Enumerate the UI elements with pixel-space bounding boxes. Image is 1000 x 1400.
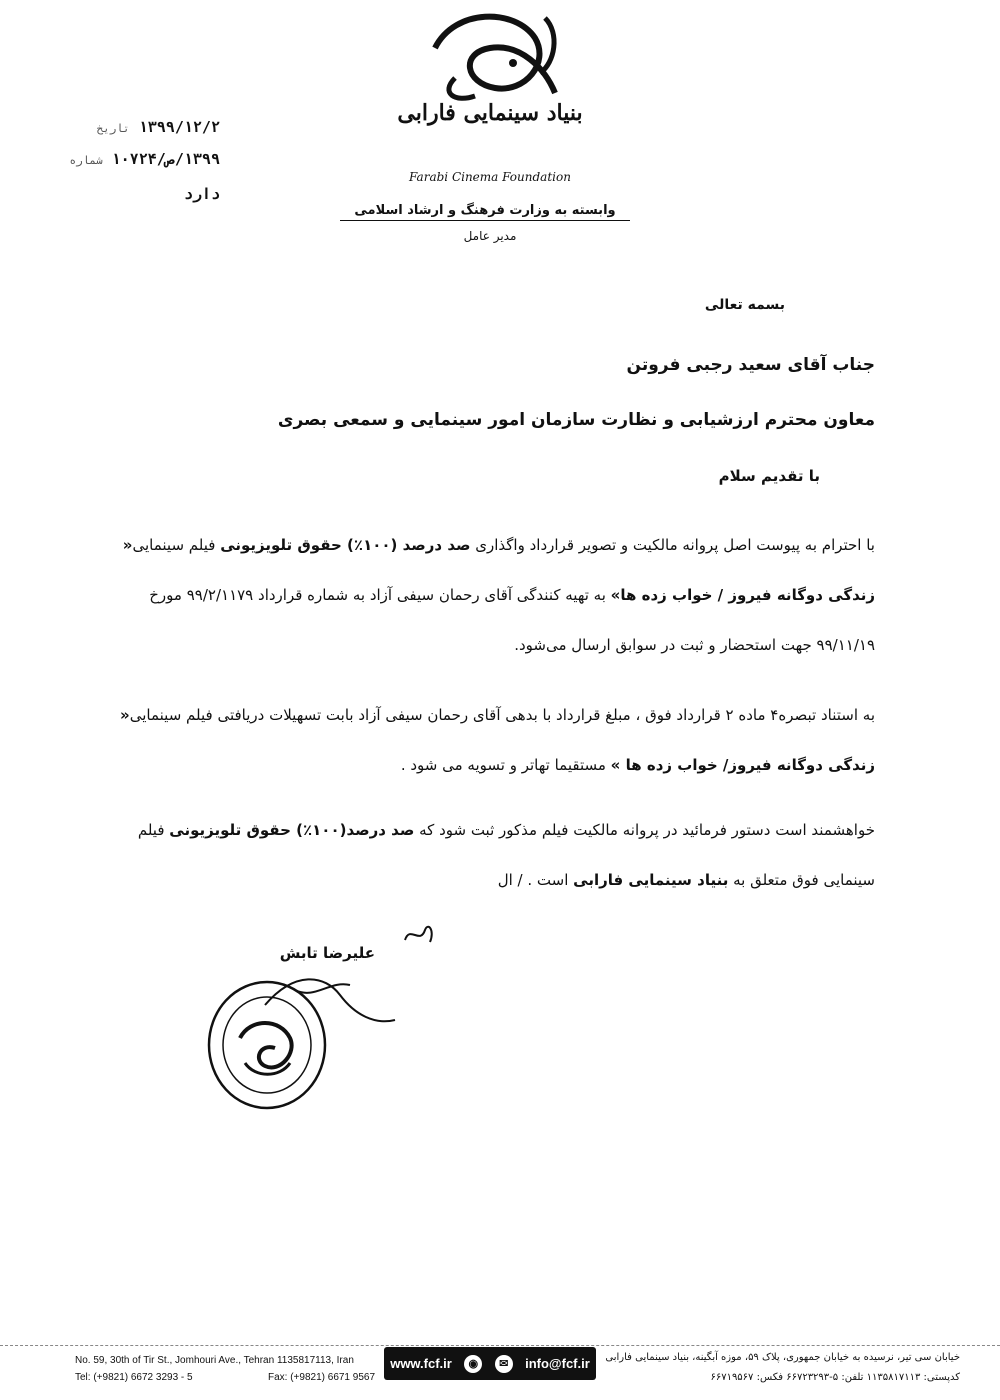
para1-bold-b: صد درصد (۱۰۰٪) حقوق تلویزیونی bbox=[220, 536, 471, 554]
para2-text-a: به استناد تبصره۴ ماده ۲ قرارداد فوق ، مبلغ قرارداد با بدهی آقای رحمان سیفی آزاد بابت تسهیلات دریافتی فیلم سینمایی bbox=[129, 706, 875, 724]
letter-besmeh: بسمه تعالی bbox=[704, 297, 785, 313]
footer-contact-fa: کدپستی: ۱۱۳۵۸۱۷۱۱۳ تلفن: ۵-۶۶۷۲۳۲۹۳ فکس: ۶۶۷۱۹۵۶۷ bbox=[710, 1372, 960, 1383]
footer-divider bbox=[0, 1345, 1000, 1346]
globe-icon: ◉ bbox=[464, 1355, 482, 1373]
initials-signature-icon bbox=[400, 920, 440, 950]
number-label: شماره bbox=[69, 154, 103, 167]
letter-paragraph-3 bbox=[115, 805, 875, 905]
mail-icon: ✉ bbox=[495, 1355, 513, 1373]
letter-paragraph-2 bbox=[115, 690, 875, 790]
para3-text-c: فیلم سینمایی فوق متعلق به bbox=[137, 821, 875, 889]
para1-text-e: به تهیه کنندگی آقای رحمان سیفی آزاد به شماره قرارداد ۹۹/۲/۱۱۷۹ مورخ ۹۹/۱۱/۱۹ جهت استحضار و ثبت در سوابق ارسال می‌شود. bbox=[149, 586, 875, 654]
footer-address-en: No. 59, 30th of Tir St., Jomhouri Ave., Tehran 1135817113, Iran bbox=[75, 1355, 354, 1366]
website-link[interactable]: www.fcf.ir bbox=[390, 1356, 452, 1371]
reference-attachment bbox=[0, 185, 220, 203]
para3-text-e: است . / ال bbox=[497, 871, 574, 889]
footer-fax-en: Fax: (+9821) 6671 9567 bbox=[268, 1372, 376, 1383]
letter-greeting: با تقدیم سلام bbox=[718, 467, 820, 485]
para2-text-c: مستقیما تهاتر و تسویه می شود . bbox=[400, 756, 611, 774]
letter-recipient: جناب آقای سعید رجبی فروتن bbox=[626, 355, 875, 375]
para1-text-c: فیلم سینمایی bbox=[132, 536, 221, 554]
attachment-label: دارد bbox=[183, 185, 220, 203]
para3-bold-b: صد درصد(۱۰۰٪) حقوق تلویزیونی bbox=[169, 821, 415, 839]
email-link[interactable]: info@fcf.ir bbox=[525, 1356, 590, 1371]
letter-paragraph-1 bbox=[115, 520, 875, 670]
affiliation-text: وابسته به وزارت فرهنگ و ارشاد اسلامی bbox=[340, 203, 630, 221]
footer-contact-box bbox=[384, 1347, 596, 1380]
number-value: ۱۳۹۹/ص/۱۰۷۲۴ bbox=[111, 150, 220, 168]
logo-text-fa: بنیاد سینمایی فارابی bbox=[397, 100, 583, 126]
reference-number bbox=[0, 150, 220, 168]
footer-address-fa: خیابان سی تیر، نرسیده به خیابان جمهوری، پلاک ۵۹، موزه آبگینه، بنیاد سینمایی فارابی bbox=[605, 1352, 960, 1363]
para1-text-a: با احترام به پیوست اصل پروانه مالکیت و تصویر قرارداد واگذاری bbox=[470, 536, 875, 554]
letter-recipient-position: معاون محترم ارزشیابی و نظارت سازمان امور سینمایی و سمعی بصری bbox=[277, 410, 875, 430]
para1-bold-d: « زندگی دوگانه فیروز / خواب زده ها» bbox=[122, 536, 875, 604]
para3-text-a: خواهشمند است دستور فرمائید در پروانه مالکیت فیلم مذکور ثبت شود که bbox=[414, 821, 875, 839]
official-stamp-icon bbox=[205, 978, 330, 1113]
date-value: ۱۳۹۹/۱۲/۲ bbox=[138, 118, 220, 136]
para3-bold-d: بنیاد سینمایی فارابی bbox=[573, 871, 729, 889]
director-title: مدیر عامل bbox=[463, 229, 517, 243]
signatory-name: علیرضا تابش bbox=[279, 944, 375, 962]
para2-bold-b: « زندگی دوگانه فیروز/ خواب زده ها » bbox=[120, 706, 875, 774]
footer-tel-en: Tel: (+9821) 6672 3293 - 5 bbox=[75, 1372, 193, 1383]
logo-text-en: Farabi Cinema Foundation bbox=[409, 170, 571, 184]
reference-date bbox=[0, 118, 220, 136]
date-label: تاریخ bbox=[96, 122, 130, 135]
